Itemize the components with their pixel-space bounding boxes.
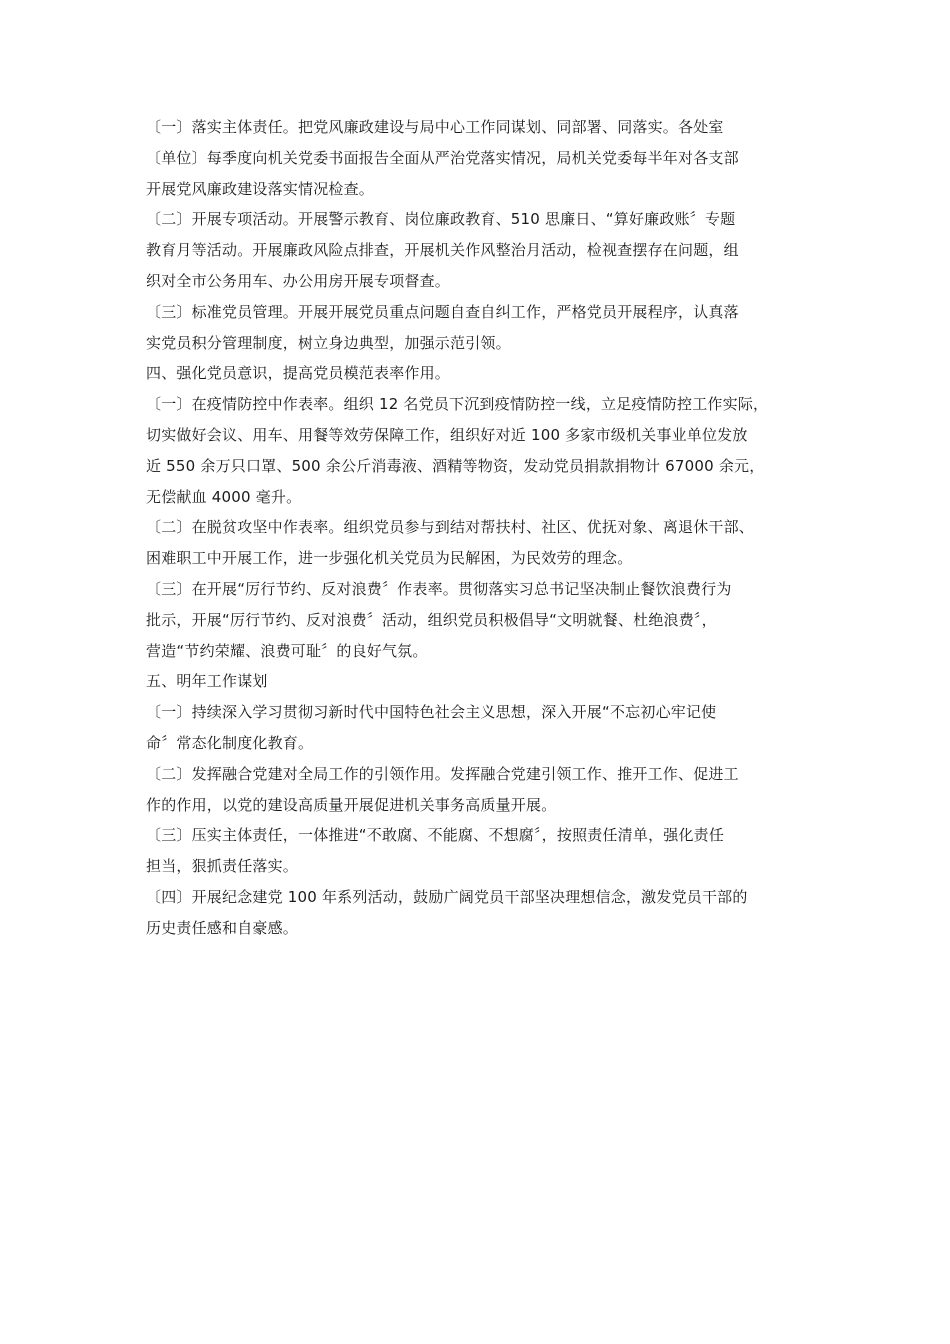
- paragraph-poverty-alleviation: [146, 512, 826, 574]
- text-line: 近 550 余万只口罩、500 余公斤消毒液、酒精等物资，发动党员捐款捐物计 67000 余元，: [146, 456, 765, 475]
- text-line: 〔三〕压实主体责任，一体推进“不敢腐、不能腐、不想腐〞，按照责任清单，强化责任: [146, 826, 725, 845]
- text-line: 〔三〕在开展“厉行节约、反对浪费〞作表率。贯彻落实习总书记坚决制止餐饮浪费行为: [146, 579, 732, 598]
- paragraph-implement-responsibility: [146, 112, 826, 204]
- paragraph-plan-anniversary: [146, 882, 826, 944]
- section-heading-five: [146, 666, 826, 697]
- text-line: 开展党风廉政建设落实情况检查。: [146, 179, 375, 198]
- paragraph-anti-waste: [146, 574, 826, 666]
- text-line: 批示，开展“厉行节约、反对浪费〞活动，组织党员积极倡导“文明就餐、杜绝浪费〞，: [146, 610, 717, 629]
- text-line: 〔三〕标准党员管理。开展开展党员重点问题自查自纠工作，严格党员开展程序，认真落: [146, 302, 739, 321]
- text-line: 〔一〕持续深入学习贯彻习新时代中国特色社会主义思想，深入开展“不忘初心牢记使: [146, 703, 717, 722]
- text-line: 〔二〕在脱贫攻坚中作表率。组织党员参与到结对帮扶村、社区、优抚对象、离退休干部、: [146, 518, 755, 537]
- text-line: 〔二〕发挥融合党建对全局工作的引领作用。发挥融合党建引领工作、推开工作、促进工: [146, 764, 739, 783]
- text-line: 命〞常态化制度化教育。: [146, 733, 314, 752]
- text-line: 无偿献血 4000 毫升。: [146, 487, 302, 506]
- text-line: 作的作用，以党的建设高质量开展促进机关事务高质量开展。: [146, 795, 557, 814]
- text-line: 历史责任感和自豪感。: [146, 918, 299, 937]
- text-line: 实党员积分管理制度，树立身边典型，加强示范引领。: [146, 333, 511, 352]
- text-line: 〔二〕开展专项活动。开展警示教育、岗位廉政教育、510 思廉日、“算好廉政账〞专题: [146, 210, 736, 229]
- section-heading: 四、强化党员意识，提高党员模范表率作用。: [146, 364, 451, 383]
- text-line: 织对全市公务用车、办公用房开展专项督查。: [146, 271, 451, 290]
- paragraph-plan-study: [146, 697, 826, 759]
- paragraph-plan-responsibility: [146, 820, 826, 882]
- text-line: 〔单位〕每季度向机关党委书面报告全面从严治党落实情况，局机关党委每半年对各支部: [146, 148, 739, 167]
- text-line: 〔一〕落实主体责任。把党风廉政建设与局中心工作同谋划、同部署、同落实。各处室: [146, 118, 724, 136]
- document-body: [146, 112, 826, 944]
- section-heading: 五、明年工作谋划: [146, 672, 268, 691]
- section-heading-four: [146, 358, 826, 389]
- paragraph-special-activities: [146, 204, 826, 296]
- text-line: 切实做好会议、用车、用餐等效劳保障工作，组织好对近 100 多家市级机关事业单位发放: [146, 425, 748, 444]
- text-line: 困难职工中开展工作，进一步强化机关党员为民解困，为民效劳的理念。: [146, 549, 633, 568]
- paragraph-epidemic-prevention: [146, 389, 826, 512]
- text-line: 〔四〕开展纪念建党 100 年系列活动，鼓励广阔党员干部坚决理想信念，激发党员干部的: [146, 887, 748, 906]
- paragraph-member-management: [146, 297, 826, 359]
- text-line: 营造“节约荣耀、浪费可耻〞的良好气氛。: [146, 641, 428, 660]
- text-line: 〔一〕在疫情防控中作表率。组织 12 名党员下沉到疫情防控一线，立足疫情防控工作实际，: [146, 395, 769, 414]
- paragraph-plan-integration: [146, 759, 826, 821]
- text-line: 教育月等活动。开展廉政风险点排查，开展机关作风整治月活动，检视查摆存在问题，组: [146, 241, 739, 260]
- text-line: 担当，狠抓责任落实。: [146, 857, 299, 876]
